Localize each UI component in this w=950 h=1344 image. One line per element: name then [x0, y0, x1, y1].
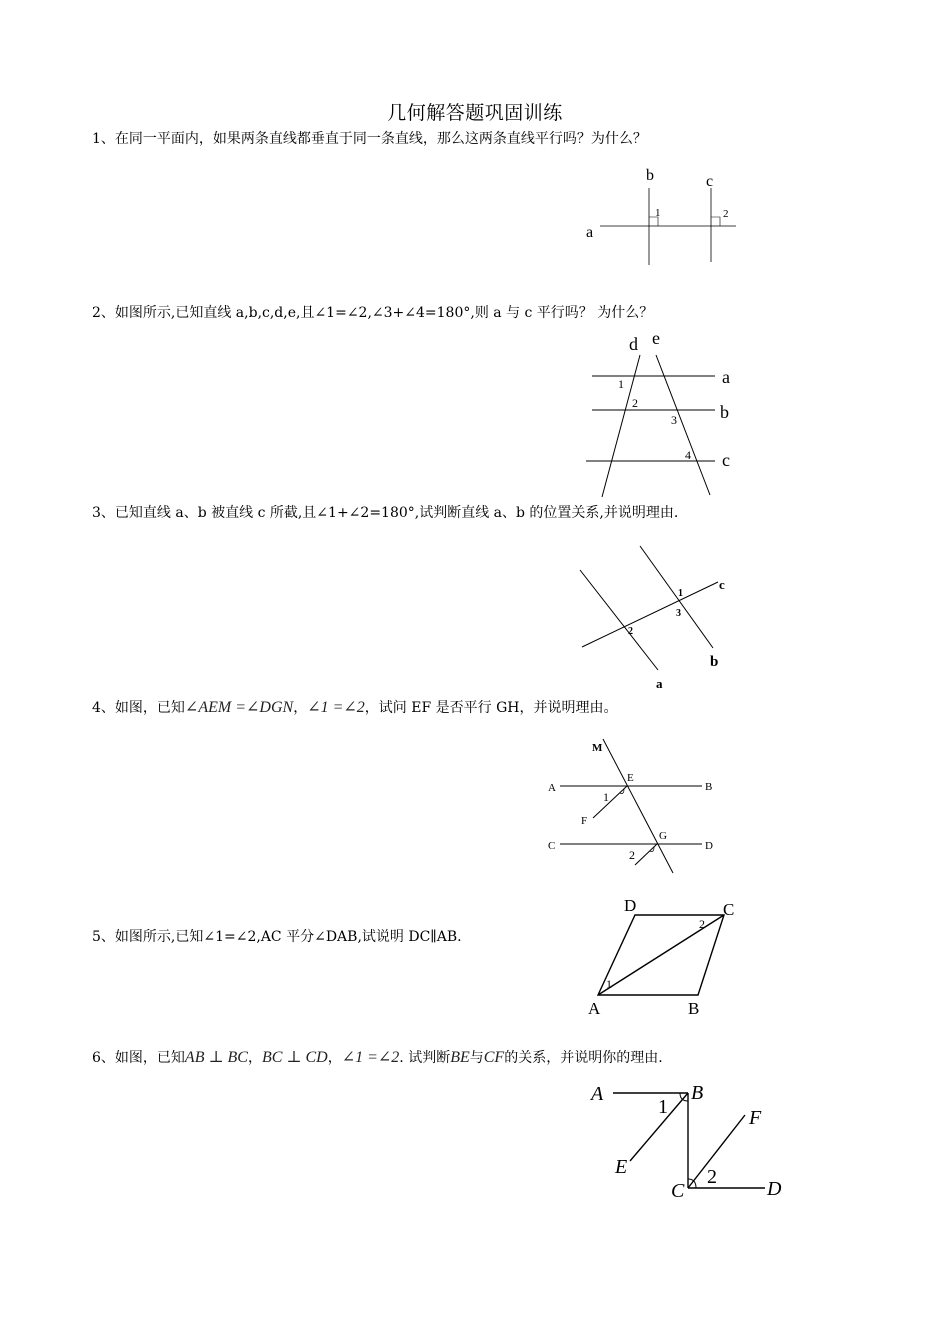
line-a: [580, 570, 658, 670]
line-c: [582, 582, 718, 647]
label-a: a: [656, 676, 663, 691]
question-2: 2、如图所示,已知直线 a,b,c,d,e,且∠1=∠2,∠3+∠4=180°,则 a 与 c 平行吗？ 为什么？: [92, 305, 654, 321]
label-angle-4: 4: [685, 448, 691, 462]
label-angle-1: 1: [658, 1096, 668, 1118]
label-angle-1: 1: [603, 790, 609, 804]
math-be: BE: [450, 1049, 470, 1066]
label-c: c: [706, 173, 714, 190]
line-mn: [603, 739, 673, 873]
label-C: C: [671, 1180, 685, 1202]
line-b: [640, 546, 713, 648]
label-angle-2: 2: [628, 626, 633, 637]
label-angle-2: 2: [699, 917, 705, 931]
label-D: D: [705, 840, 713, 852]
label-angle-3: 3: [671, 413, 677, 427]
label-d: d: [629, 334, 638, 354]
label-angle-1: 1: [618, 377, 624, 391]
page-title: 几何解答题巩固训练: [387, 102, 563, 124]
math-bc-perp-cd: BC ⊥ CD: [261, 1049, 328, 1066]
label-F: F: [749, 1107, 762, 1129]
math-cf: CF: [483, 1049, 505, 1066]
question-4: 4、如图，已知∠AEM =∠DGN，∠1 =∠2，试问 EF 是否平行 GH，并说明理由。: [92, 699, 618, 716]
label-b: b: [710, 654, 719, 670]
figure-4: [540, 733, 730, 883]
math-angle-1-2: ∠1 =∠2: [341, 1049, 400, 1066]
label-B: B: [705, 781, 713, 793]
math-angle-1-2: ∠1 =∠2: [307, 699, 365, 716]
label-angle-2: 2: [629, 848, 635, 862]
label-M: M: [592, 742, 603, 754]
question-5: 5、如图所示,已知∠1=∠2,AC 平分∠DAB,试说明 DC∥AB.: [92, 929, 462, 945]
label-D: D: [624, 896, 637, 915]
label-b: b: [646, 167, 654, 184]
label-angle-2: 2: [707, 1166, 717, 1188]
label-A: A: [588, 999, 601, 1018]
label-b: b: [720, 402, 729, 422]
label-A: A: [548, 782, 556, 794]
figure-6: [585, 1075, 795, 1210]
math-ab-perp-bc: AB ⊥ BC: [184, 1049, 248, 1066]
label-B: B: [691, 1082, 704, 1104]
figure-5: [580, 895, 750, 1025]
label-E: E: [627, 772, 634, 784]
label-angle-2: 2: [632, 396, 638, 410]
question-3: 3、已知直线 a、b 被直线 c 所截,且∠1+∠2=180°,试判断直线 a、b 的位置关系,并说明理由.: [92, 505, 679, 521]
label-G: G: [659, 830, 667, 842]
label-A: A: [591, 1083, 604, 1105]
line-ef: [593, 786, 627, 818]
figure-1: [580, 160, 750, 270]
label-c: c: [722, 450, 730, 470]
question-6: 6、如图，已知AB ⊥ BC，BC ⊥ CD，∠1 =∠2. 试判断BE与CF的关系，并说明你的理由.: [92, 1049, 663, 1066]
figure-2: [580, 325, 750, 500]
label-c: c: [719, 577, 725, 592]
label-F: F: [581, 815, 588, 827]
right-angle-mark-2: [711, 217, 720, 226]
figure-3: [570, 540, 740, 695]
label-angle-1: 1: [655, 207, 661, 219]
label-angle-1: 1: [606, 977, 612, 991]
label-B: B: [688, 999, 700, 1018]
label-e: e: [652, 328, 660, 348]
question-1: 1、在同一平面内，如果两条直线都垂直于同一条直线，那么这两条直线平行吗？为什么？: [92, 131, 647, 147]
math-angle-aem-dgn: ∠AEM =∠DGN: [184, 699, 294, 716]
label-D: D: [767, 1178, 782, 1200]
label-a: a: [586, 224, 594, 241]
label-E: E: [615, 1156, 628, 1178]
label-C: C: [548, 840, 556, 852]
label-angle-2: 2: [723, 208, 729, 220]
label-angle-1: 1: [678, 588, 683, 599]
label-angle-3: 3: [676, 608, 681, 619]
label-C: C: [723, 900, 735, 919]
label-a: a: [722, 367, 730, 387]
